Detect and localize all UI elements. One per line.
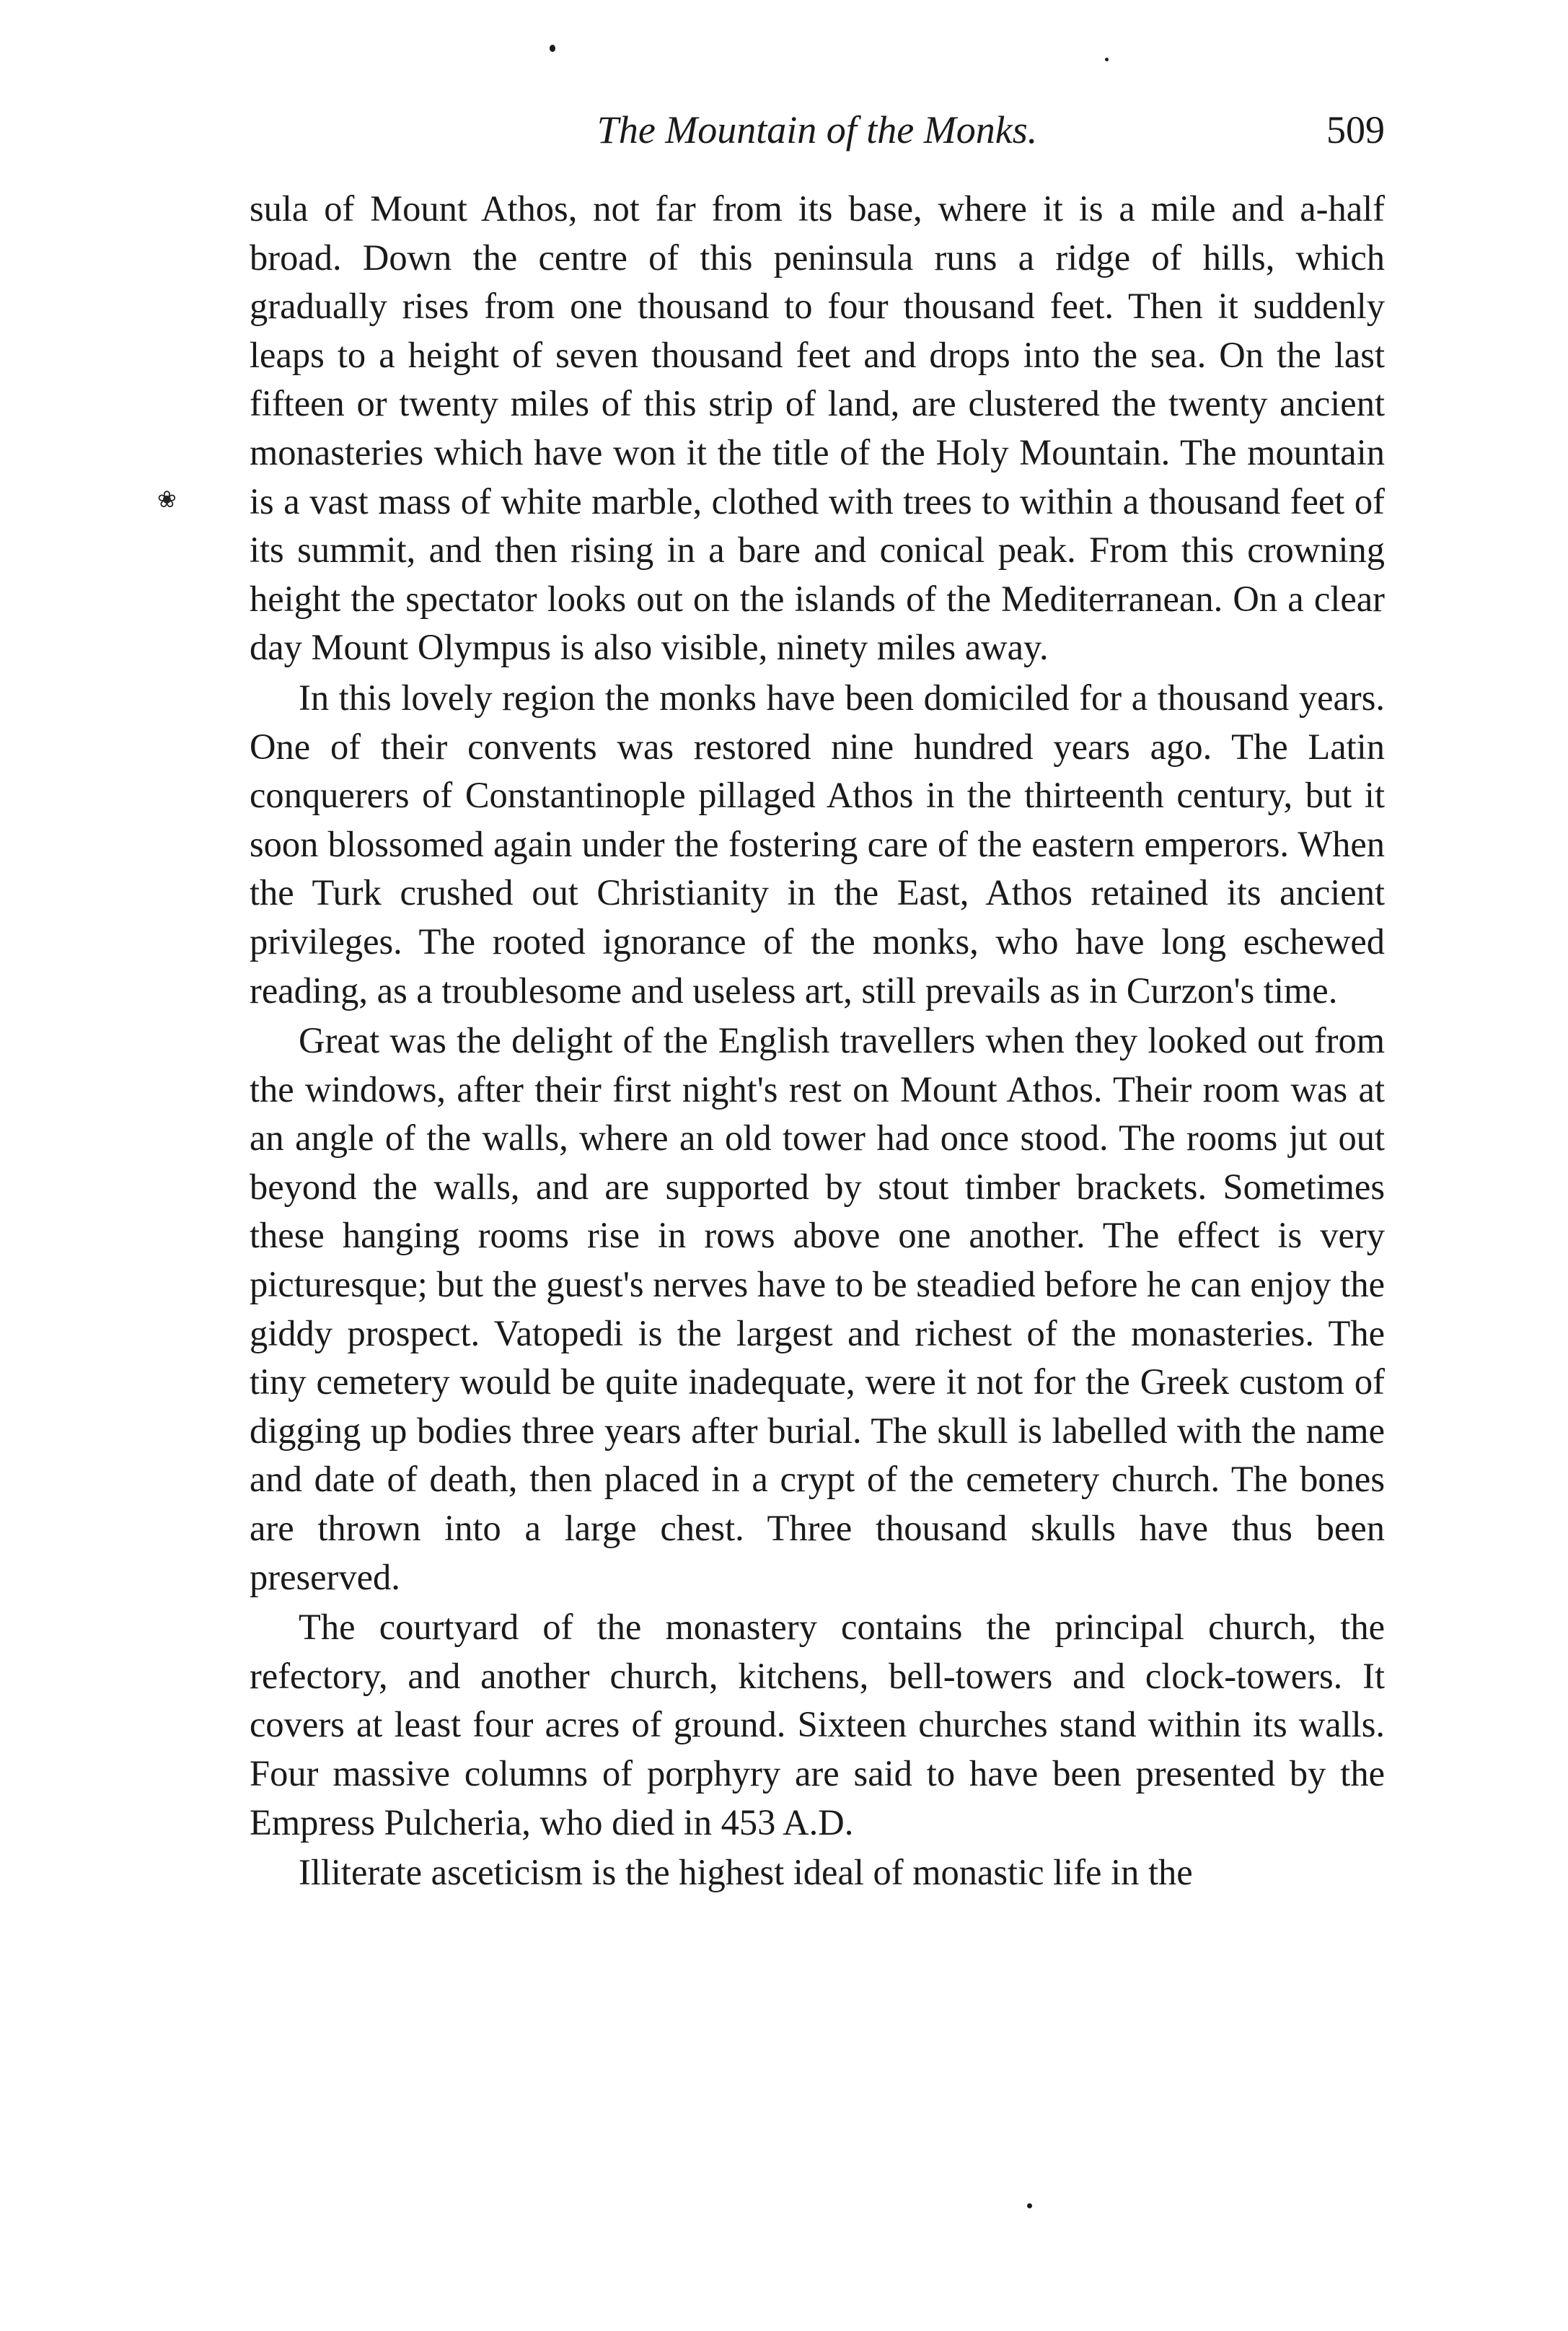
margin-ornament-icon: ❀ — [157, 486, 177, 512]
paragraph-5: Illiterate asceticism is the highest ideal of monastic life in the — [299, 1852, 1193, 1893]
body-text — [250, 185, 1385, 1899]
ink-speck-top-right — [1105, 58, 1109, 61]
paragraph-1: sula of Mount Athos, not far from its base, where it is a mile and a-half broad. Down the centre of this peninsula runs a ridge of hills, which gradually rises from one thousand to four thousand feet. Then it suddenly leaps to a height of seven thousand feet and drops into the sea. On the last fifteen or twenty miles of this strip of land, are clustered the twenty ancient monasteries which have won it the title of the Holy Mountain. The mountain is a vast mass of white marble, clothed with trees to within a thousand feet of its summit, and then rising in a bare and conical peak. From this crowning height the spectator looks out on the islands of the Mediterranean. On a clear day Mount Olympus is also visible, ninety miles away. — [250, 188, 1385, 668]
paragraph-3: Great was the delight of the English travellers when they looked out from the windows, after their first night's rest on Mount Athos. Their room was at an angle of the walls, where an old tower had once stood. The rooms jut out beyond the walls, and are supported by stout timber brackets. Sometimes these hanging rooms rise in rows above one another. The effect is very picturesque; but the guest's nerves have to be steadied before he can enjoy the giddy prospect. Vatopedi is the largest and richest of the monasteries. The tiny cemetery would be quite inadequate, were it not for the Greek custom of digging up bodies three years after burial. The skull is labelled with the name and date of death, then placed in a crypt of the cemetery church. The bones are thrown into a large chest. Three thousand skulls have thus been preserved. — [250, 1020, 1385, 1597]
ink-speck-top — [550, 45, 555, 52]
running-title: The Mountain of the Monks. — [596, 108, 1038, 152]
paragraph-4: The courtyard of the monastery contains the principal church, the refectory, and another church, kitchens, bell-towers and clock-towers. It covers at least four acres of ground. Sixteen churches stand within its walls. Four massive columns of porphyry are said to have been presented by the Empress Pulcheria, who died in 453 A.D. — [250, 1607, 1385, 1843]
paragraph-2: In this lovely region the monks have been domiciled for a thousand years. One of their convents was restored nine hundred years ago. The Latin conquerers of Constantinople pillaged Athos in the thirteenth century, but it soon blossomed again under the fostering care of the eastern emperors. When the Turk crushed out Christianity in the East, Athos retained its ancient privileges. The rooted ignorance of the monks, who have long eschewed reading, as a troublesome and useless art, still prevails as in Curzon's time. — [250, 677, 1385, 1011]
page-number: 509 — [1326, 108, 1385, 152]
ink-speck-bottom — [1027, 2203, 1032, 2208]
page-header — [250, 101, 1385, 159]
